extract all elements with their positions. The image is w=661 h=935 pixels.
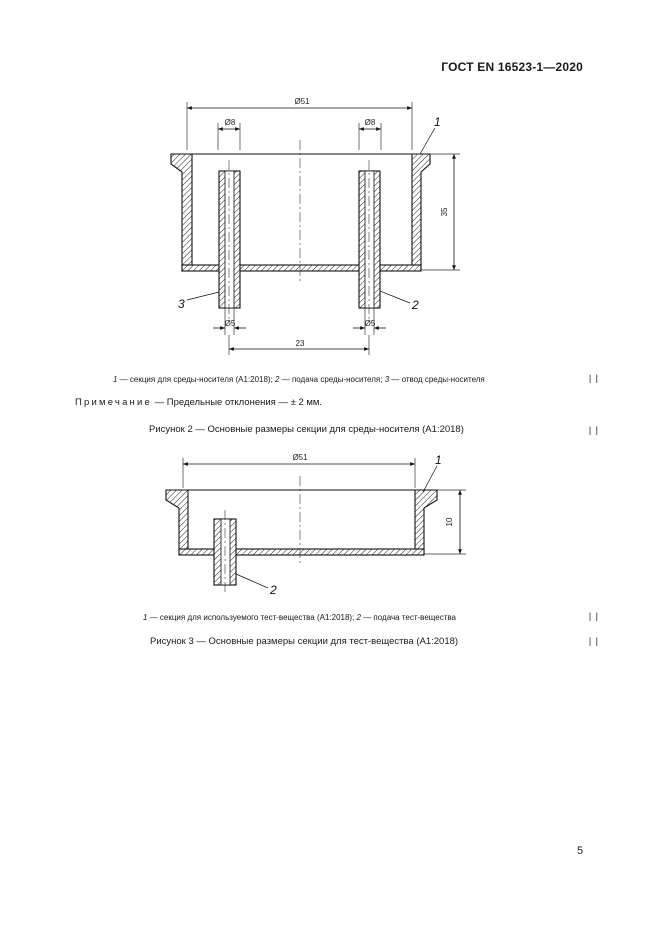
dim-height: 35 bbox=[440, 207, 449, 217]
figure-3-drawing bbox=[0, 440, 661, 605]
callout-3: 3 bbox=[178, 297, 185, 311]
figure-3-caption: Рисунок 3 — Основные размеры секции для тест-вещества (A1:2018) bbox=[150, 636, 459, 647]
document-header: ГОСТ EN 16523-1—2020 bbox=[441, 60, 583, 74]
figure-2-caption: Рисунок 2 — Основные размеры секции для среды-носителя (A1:2018) bbox=[149, 424, 464, 435]
dim-outer-diameter: Ø51 bbox=[292, 453, 308, 462]
dim-tube-left: Ø8 bbox=[224, 118, 236, 127]
dim-spacing: 23 bbox=[295, 339, 305, 348]
figure-2-legend: 1 — секция для среды-носителя (A1:2018); 2 — подача среды-носителя; 3 — отвод среды-носителя bbox=[113, 375, 485, 384]
figure-2-note: Примечание — Предельные отклонения — ± 2 мм. bbox=[75, 397, 323, 408]
callout-2: 2 bbox=[270, 583, 277, 597]
figure-2-drawing bbox=[0, 0, 661, 365]
dim-bore-left: Ø5 bbox=[224, 319, 236, 328]
dim-outer-diameter: Ø51 bbox=[294, 97, 310, 106]
dim-tube-right: Ø8 bbox=[364, 118, 376, 127]
change-bar: | | bbox=[588, 636, 599, 646]
callout-1: 1 bbox=[435, 453, 442, 467]
figure-3-legend: 1 — секция для используемого тест-вещества (A1:2018); 2 — подача тест-вещества bbox=[143, 613, 456, 622]
dim-height: 10 bbox=[445, 517, 454, 527]
callout-2: 2 bbox=[412, 298, 419, 312]
change-bar: | | bbox=[588, 425, 599, 435]
dim-bore-right: Ø5 bbox=[364, 319, 376, 328]
change-bar: | | bbox=[588, 373, 599, 383]
page-number: 5 bbox=[577, 845, 584, 857]
change-bar: | | bbox=[588, 611, 599, 621]
callout-1: 1 bbox=[434, 115, 441, 129]
